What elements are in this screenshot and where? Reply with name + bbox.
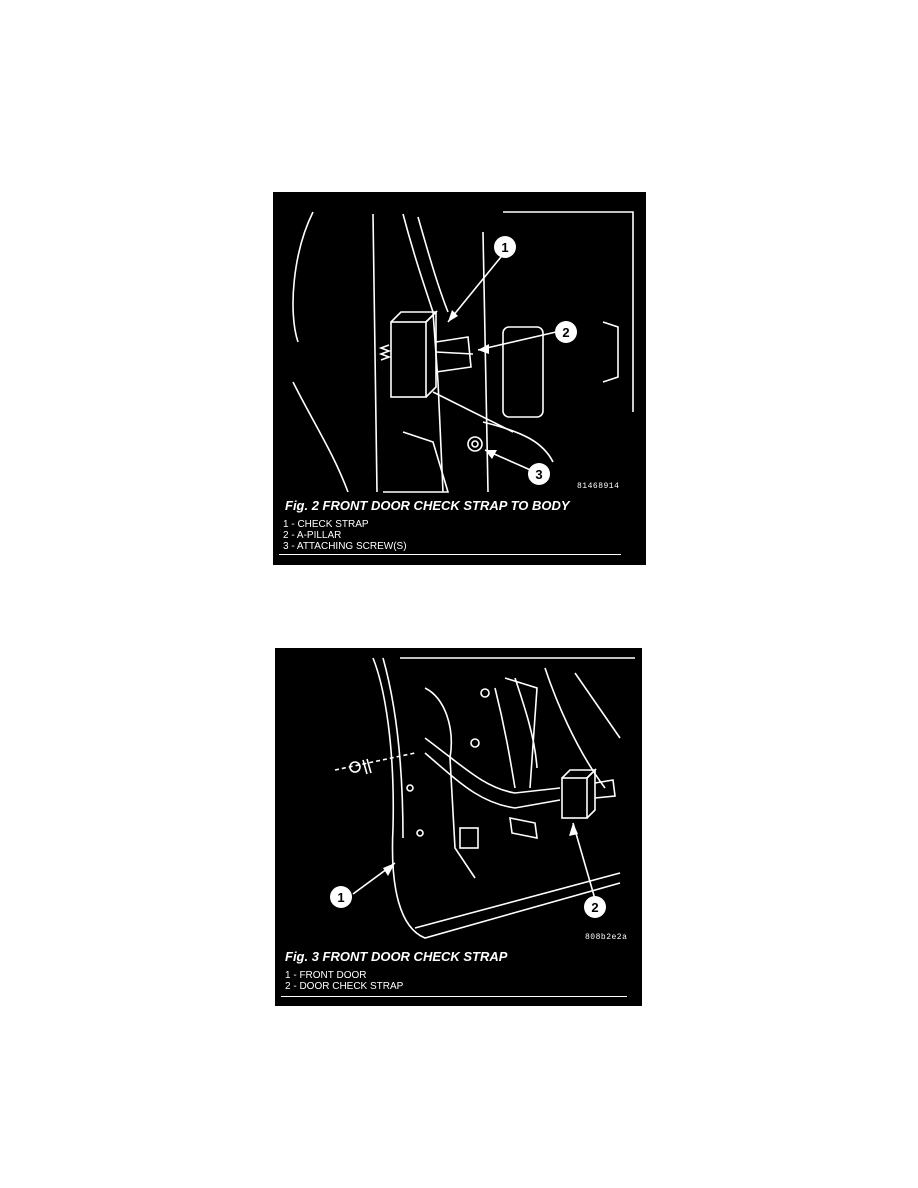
legend-rule — [279, 554, 621, 555]
figure-legend — [285, 970, 403, 992]
legend-item: 2 - DOOR CHECK STRAP — [285, 981, 404, 992]
figure-code: 808b2e2a — [585, 933, 628, 942]
legend-item: 3 - ATTACHING SCREW(S) — [283, 541, 407, 552]
legend-item: 1 - CHECK STRAP — [283, 519, 369, 530]
svg-text:2: 2 — [591, 900, 599, 915]
figure-code: 81468914 — [577, 482, 620, 491]
figure-2 — [273, 192, 646, 565]
svg-text:3: 3 — [535, 467, 543, 482]
legend-item: 1 - FRONT DOOR — [285, 970, 367, 981]
callout-2 — [555, 321, 577, 343]
callout-3 — [528, 463, 550, 485]
legend-rule — [281, 996, 627, 997]
figure-caption: Fig. 3 FRONT DOOR CHECK STRAP — [285, 949, 508, 964]
callout-1 — [330, 886, 352, 908]
figure-legend — [283, 519, 407, 552]
svg-text:1: 1 — [337, 890, 345, 905]
legend-item: 2 - A-PILLAR — [283, 530, 342, 541]
figure-3 — [275, 648, 642, 1006]
figure-caption: Fig. 2 FRONT DOOR CHECK STRAP TO BODY — [285, 498, 570, 513]
svg-text:1: 1 — [501, 240, 509, 255]
svg-text:2: 2 — [562, 325, 570, 340]
callout-2 — [584, 896, 606, 918]
callout-1 — [494, 236, 516, 258]
